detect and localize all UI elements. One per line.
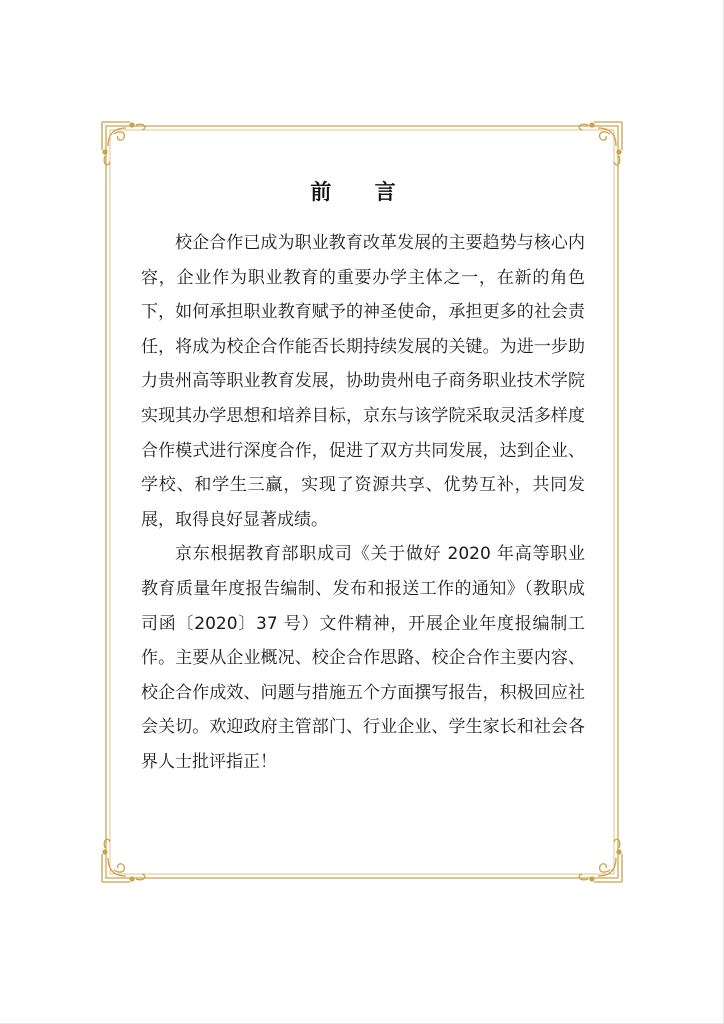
- ornamental-corner-icon: [579, 839, 622, 882]
- page-title: 前 言: [310, 179, 414, 204]
- paragraph: 京东根据教育部职成司《关于做好 2020 年高等职业教育质量年度报告编制、发布和报送工作的通知》（教职成司函〔2020〕37 号）文件精神，开展企业年度报编制工作。主要从企业概况、校企合作思路、校企合作主要内容、校企合作成效、问题与措施五个方面撰写报告，积极回应社会关切。欢迎政府主管部门、行业企业、学生家长和社会各界人士批评指正！: [141, 544, 585, 772]
- ornamental-corner-icon: [579, 122, 622, 165]
- paragraph: 校企合作已成为职业教育改革发展的主要趋势与核心内容，企业作为职业教育的重要办学主体之一，在新的角色下，如何承担职业教育赋予的神圣使命，承担更多的社会责任，将成为校企合作能否长期持续发展的关键。为进一步助力贵州高等职业教育发展，协助贵州电子商务职业技术学院实现其办学思想和培养目标，京东与该学院采取灵活多样度合作模式进行深度合作，促进了双方共同发展，达到企业、学校、和学生三赢，实现了资源共享、优势互补，共同发展，取得良好显著成绩。: [141, 233, 585, 530]
- ornamental-corner-icon: [102, 839, 145, 882]
- preface-body: [141, 226, 585, 780]
- ornamental-corner-icon: [102, 122, 145, 165]
